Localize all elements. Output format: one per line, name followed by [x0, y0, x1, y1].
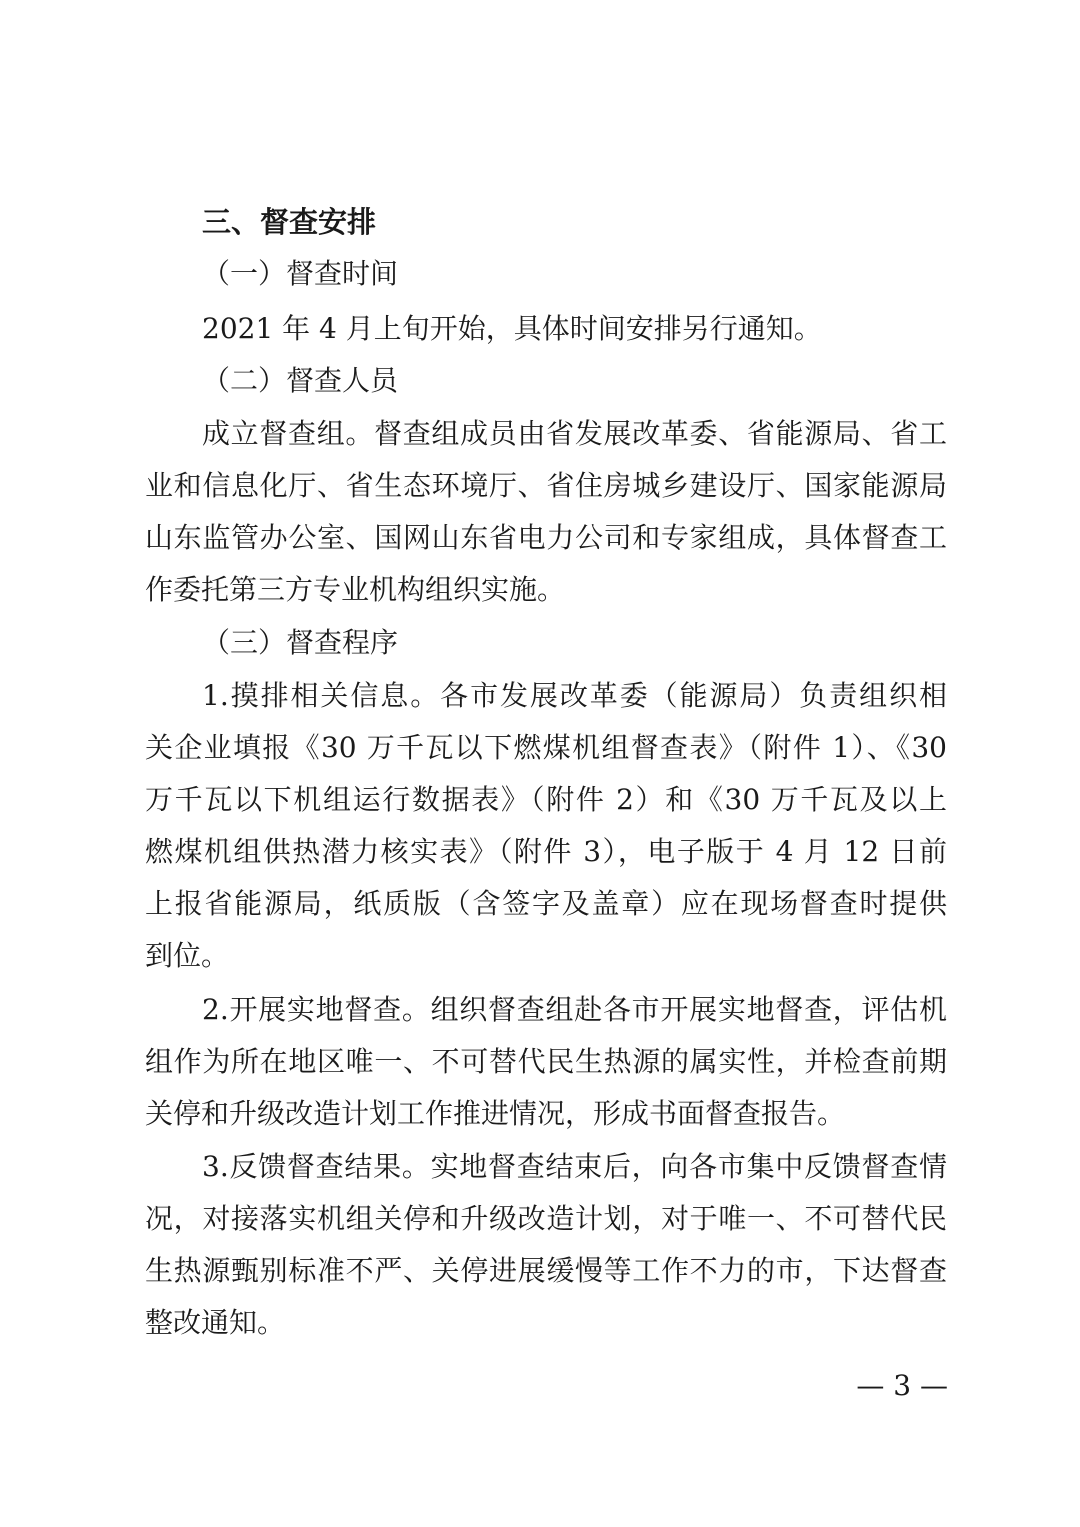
procedure-item-3-line: 况，对接落实机组关停和升级改造计划，对于唯一、不可替代民 — [145, 1202, 947, 1235]
personnel-line: 山东监管办公室、国网山东省电力公司和专家组成，具体督查工 — [145, 521, 947, 554]
procedure-item-2-line: 2.开展实地督查。组织督查组赴各市开展实地督查，评估机 — [202, 993, 947, 1026]
personnel-line: 业和信息化厅、省生态环境厅、省住房城乡建设厅、国家能源局 — [145, 469, 947, 502]
personnel-line: 成立督查组。督查组成员由省发展改革委、省能源局、省工 — [202, 417, 947, 450]
procedure-item-1-line: 燃煤机组供热潜力核实表》（附件 3），电子版于 4 月 12 日前 — [145, 835, 947, 868]
procedure-item-2-line: 组作为所在地区唯一、不可替代民生热源的属实性，并检查前期 — [145, 1045, 947, 1078]
procedure-item-3-line: 整改通知。 — [145, 1306, 286, 1339]
subsection-title-personnel: （二）督查人员 — [202, 364, 399, 397]
procedure-item-1-line: 万千瓦以下机组运行数据表》（附件 2）和《30 万千瓦及以上 — [145, 783, 947, 816]
procedure-item-1-line: 到位。 — [145, 939, 230, 972]
section-heading: 三、督查安排 — [202, 205, 377, 239]
procedure-item-1-line: 1.摸排相关信息。各市发展改革委（能源局）负责组织相 — [202, 679, 947, 712]
procedure-item-3-line: 生热源甄别标准不严、关停进展缓慢等工作不力的市，下达督查 — [145, 1254, 947, 1287]
procedure-item-1-line: 上报省能源局，纸质版（含签字及盖章）应在现场督查时提供 — [145, 887, 947, 920]
subsection-title-procedure: （三）督查程序 — [202, 626, 399, 659]
procedure-item-3-line: 3.反馈督查结果。实地督查结束后，向各市集中反馈督查情 — [202, 1150, 947, 1183]
subsection-title-time: （一）督查时间 — [202, 257, 399, 290]
procedure-item-1-line: 关企业填报《30 万千瓦以下燃煤机组督查表》（附件 1）、《30 — [145, 731, 947, 764]
procedure-item-2-line: 关停和升级改造计划工作推进情况，形成书面督查报告。 — [145, 1097, 846, 1130]
personnel-line: 作委托第三方专业机构组织实施。 — [145, 573, 566, 606]
page-number: — 3 — — [856, 1369, 948, 1402]
time-paragraph: 2021 年 4 月上旬开始，具体时间安排另行通知。 — [202, 312, 822, 345]
